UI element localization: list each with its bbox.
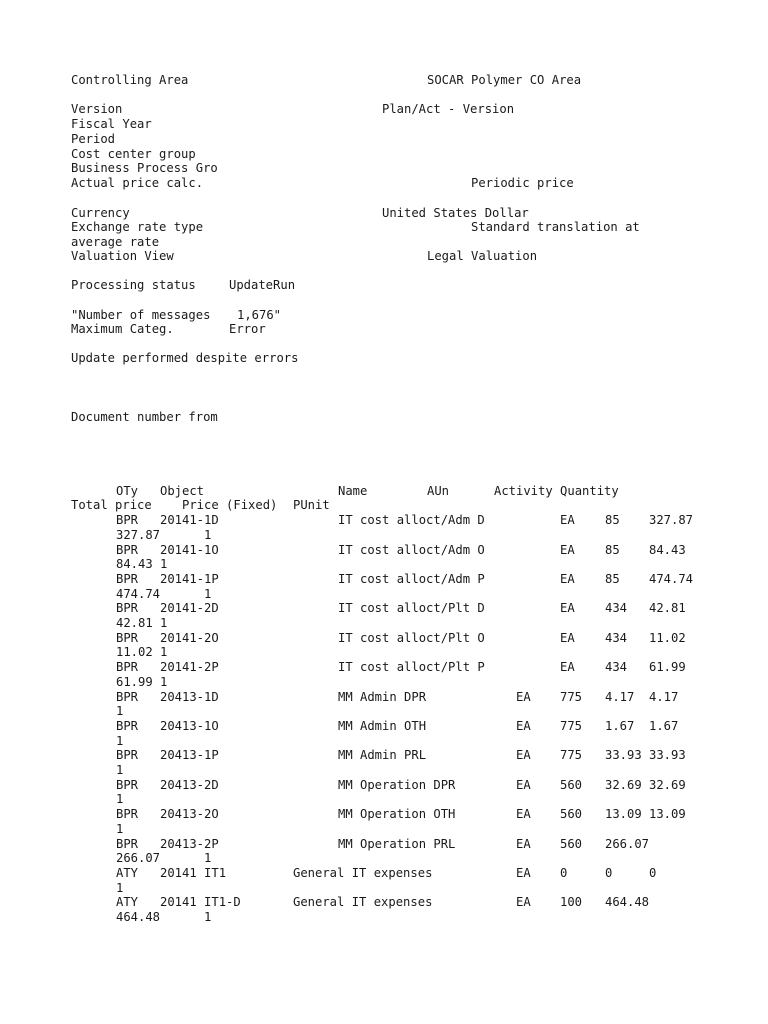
- row-price-fixed: 464.48: [116, 910, 161, 924]
- row-object: 20413-1P: [160, 748, 219, 762]
- row-punit: 1: [204, 910, 212, 924]
- row-price-fixed: 32.69: [649, 778, 686, 792]
- update-note: Update performed despite errors: [71, 351, 299, 365]
- controlling-area-value: SOCAR Polymer CO Area: [427, 73, 582, 87]
- row-total-price: 32.69: [605, 778, 642, 792]
- row-name: IT cost alloct/Plt P: [338, 660, 485, 674]
- row-price-fixed: 33.93: [649, 748, 686, 762]
- row-punit: 1: [160, 557, 168, 571]
- row-total-price: 266.07: [605, 837, 650, 851]
- col-header-activity-quantity: Activity Quantity: [494, 484, 619, 498]
- row-oty: BPR: [116, 660, 139, 674]
- row-total-price: 11.02: [649, 631, 686, 645]
- row-punit: 1: [204, 528, 212, 542]
- row-price-fixed: 11.02: [116, 645, 153, 659]
- row-quantity: 100: [560, 895, 583, 909]
- row-object: 20413-2D: [160, 778, 219, 792]
- row-aun: EA: [560, 543, 575, 557]
- row-aun: EA: [516, 837, 531, 851]
- row-name: IT cost alloct/Adm P: [338, 572, 485, 586]
- row-quantity: 85: [605, 543, 620, 557]
- row-oty: BPR: [116, 543, 139, 557]
- row-oty: ATY: [116, 895, 139, 909]
- row-name: General IT expenses: [293, 866, 433, 880]
- row-price-fixed: 327.87: [116, 528, 161, 542]
- row-total-price: 33.93: [605, 748, 642, 762]
- row-quantity: 560: [560, 778, 583, 792]
- row-name: MM Operation PRL: [338, 837, 456, 851]
- row-total-price: 84.43: [649, 543, 686, 557]
- row-quantity: 85: [605, 513, 620, 527]
- row-aun: EA: [516, 748, 531, 762]
- row-punit: 1: [204, 851, 212, 865]
- business-process-label: Business Process Gro: [71, 161, 218, 175]
- row-total-price: 0: [605, 866, 613, 880]
- col-header-total-price: Total price: [71, 498, 152, 512]
- row-punit: 1: [116, 763, 124, 777]
- currency-value: United States Dollar: [382, 206, 529, 220]
- row-punit: 1: [116, 881, 124, 895]
- processing-status-value: UpdateRun: [229, 278, 296, 292]
- row-price-fixed: 42.81: [116, 616, 153, 630]
- row-name: MM Admin PRL: [338, 748, 427, 762]
- actual-price-value: Periodic price: [471, 176, 574, 190]
- row-object: 20413-1O: [160, 719, 219, 733]
- period-label: Period: [71, 132, 116, 146]
- col-header-object: Object: [160, 484, 205, 498]
- max-categ-label: Maximum Categ.: [71, 322, 174, 336]
- row-object: 20141-1D: [160, 513, 219, 527]
- row-aun: EA: [560, 513, 575, 527]
- row-total-price: 13.09: [605, 807, 642, 821]
- row-total-price: 61.99: [649, 660, 686, 674]
- row-aun: EA: [560, 572, 575, 586]
- row-aun: EA: [516, 807, 531, 821]
- row-name: IT cost alloct/Adm D: [338, 513, 485, 527]
- max-categ-value: Error: [229, 322, 266, 336]
- version-value: Plan/Act - Version: [382, 102, 515, 116]
- row-oty: BPR: [116, 513, 139, 527]
- row-object: 20141 IT1: [160, 866, 227, 880]
- document-number-label: Document number from: [71, 410, 218, 424]
- row-price-fixed: 61.99: [116, 675, 153, 689]
- row-total-price: 327.87: [649, 513, 694, 527]
- valuation-view-label: Valuation View: [71, 249, 174, 263]
- row-aun: EA: [516, 719, 531, 733]
- row-quantity: 85: [605, 572, 620, 586]
- row-name: MM Admin DPR: [338, 690, 427, 704]
- controlling-area-label: Controlling Area: [71, 73, 189, 87]
- row-punit: 1: [116, 822, 124, 836]
- col-header-oty: OTy: [116, 484, 139, 498]
- row-price-fixed: 266.07: [116, 851, 161, 865]
- row-quantity: 775: [560, 719, 583, 733]
- row-name: IT cost alloct/Adm O: [338, 543, 485, 557]
- row-object: 20141-1P: [160, 572, 219, 586]
- row-oty: BPR: [116, 690, 139, 704]
- row-oty: BPR: [116, 778, 139, 792]
- num-messages-value: 1,676": [237, 308, 282, 322]
- col-header-name: Name: [338, 484, 368, 498]
- actual-price-label: Actual price calc.: [71, 176, 204, 190]
- row-oty: BPR: [116, 601, 139, 615]
- exchange-rate-label: Exchange rate type: [71, 220, 204, 234]
- row-name: MM Operation DPR: [338, 778, 456, 792]
- row-quantity: 434: [605, 601, 628, 615]
- col-header-price-fixed: Price (Fixed): [182, 498, 278, 512]
- row-price-fixed: 0: [649, 866, 657, 880]
- row-aun: EA: [516, 690, 531, 704]
- exchange-rate-value-cont: average rate: [71, 235, 160, 249]
- row-price-fixed: 1.67: [649, 719, 679, 733]
- row-aun: EA: [560, 660, 575, 674]
- num-messages-label: "Number of messages: [71, 308, 211, 322]
- row-quantity: 775: [560, 748, 583, 762]
- fiscal-year-label: Fiscal Year: [71, 117, 152, 131]
- row-object: 20141-2O: [160, 631, 219, 645]
- exchange-rate-value: Standard translation at: [471, 220, 640, 234]
- row-oty: BPR: [116, 631, 139, 645]
- row-name: MM Admin OTH: [338, 719, 427, 733]
- row-quantity: 434: [605, 631, 628, 645]
- row-quantity: 775: [560, 690, 583, 704]
- processing-status-label: Processing status: [71, 278, 196, 292]
- row-total-price: 42.81: [649, 601, 686, 615]
- col-header-aun: AUn: [427, 484, 450, 498]
- row-punit: 1: [160, 675, 168, 689]
- row-price-fixed: 474.74: [116, 587, 161, 601]
- row-quantity: 434: [605, 660, 628, 674]
- row-name: IT cost alloct/Plt D: [338, 601, 485, 615]
- row-quantity: 560: [560, 837, 583, 851]
- row-price-fixed: 13.09: [649, 807, 686, 821]
- row-quantity: 0: [560, 866, 568, 880]
- row-name: IT cost alloct/Plt O: [338, 631, 485, 645]
- row-object: 20413-2O: [160, 807, 219, 821]
- row-price-fixed: 4.17: [649, 690, 679, 704]
- row-punit: 1: [160, 645, 168, 659]
- row-aun: EA: [560, 631, 575, 645]
- row-object: 20141 IT1-D: [160, 895, 241, 909]
- version-label: Version: [71, 102, 123, 116]
- row-total-price: 474.74: [649, 572, 694, 586]
- row-name: General IT expenses: [293, 895, 433, 909]
- col-header-punit: PUnit: [293, 498, 330, 512]
- row-oty: BPR: [116, 719, 139, 733]
- row-object: 20141-1O: [160, 543, 219, 557]
- row-oty: BPR: [116, 572, 139, 586]
- row-aun: EA: [516, 778, 531, 792]
- row-name: MM Operation OTH: [338, 807, 456, 821]
- row-price-fixed: 84.43: [116, 557, 153, 571]
- row-punit: 1: [204, 587, 212, 601]
- row-oty: ATY: [116, 866, 139, 880]
- row-aun: EA: [560, 601, 575, 615]
- row-object: 20413-2P: [160, 837, 219, 851]
- row-object: 20141-2D: [160, 601, 219, 615]
- row-object: 20141-2P: [160, 660, 219, 674]
- row-punit: 1: [116, 734, 124, 748]
- row-total-price: 1.67: [605, 719, 635, 733]
- row-punit: 1: [160, 616, 168, 630]
- row-punit: 1: [116, 704, 124, 718]
- row-quantity: 560: [560, 807, 583, 821]
- row-object: 20413-1D: [160, 690, 219, 704]
- row-oty: BPR: [116, 748, 139, 762]
- row-total-price: 464.48: [605, 895, 650, 909]
- row-oty: BPR: [116, 807, 139, 821]
- valuation-view-value: Legal Valuation: [427, 249, 538, 263]
- currency-label: Currency: [71, 206, 130, 220]
- row-aun: EA: [516, 866, 531, 880]
- row-punit: 1: [116, 792, 124, 806]
- row-total-price: 4.17: [605, 690, 635, 704]
- row-oty: BPR: [116, 837, 139, 851]
- row-aun: EA: [516, 895, 531, 909]
- cost-center-group-label: Cost center group: [71, 147, 196, 161]
